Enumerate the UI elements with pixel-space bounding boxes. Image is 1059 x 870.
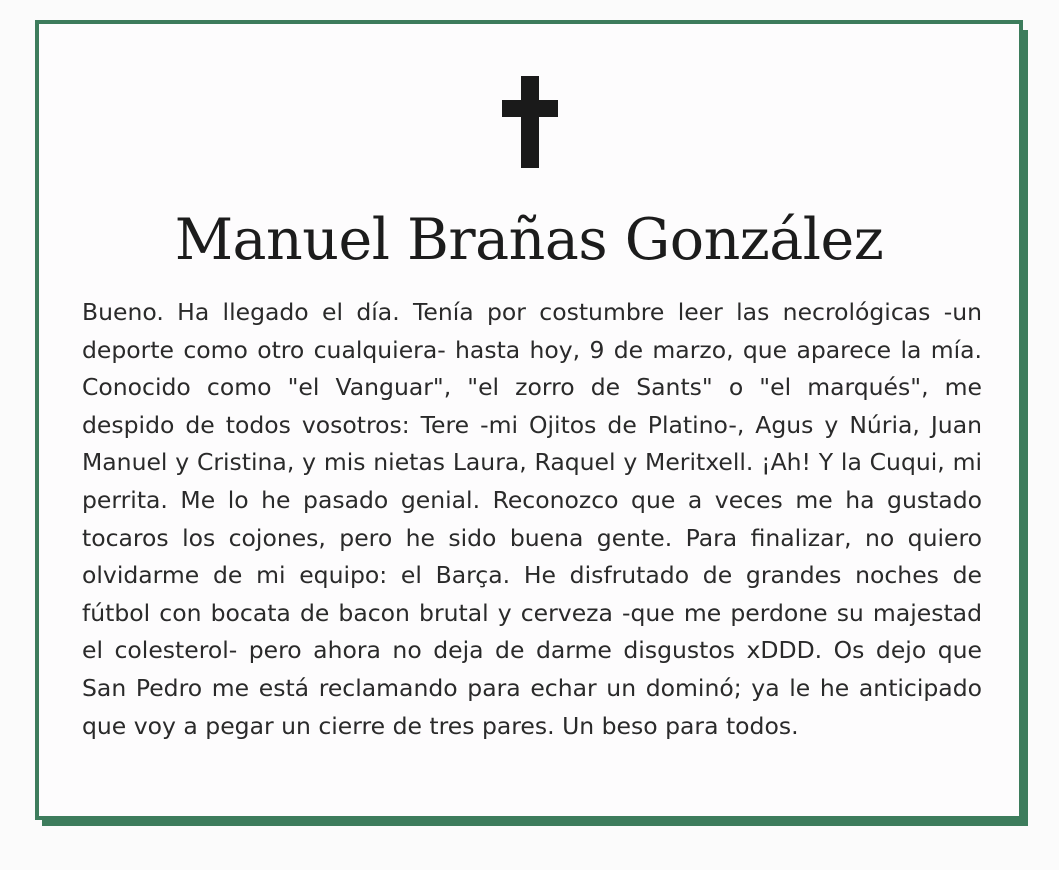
obituary-card xyxy=(35,20,1023,820)
deceased-name: Manuel Brañas González xyxy=(174,207,884,273)
obituary-text: Bueno. Ha llegado el día. Tenía por costumbre leer las necrológicas -un deporte como otro cualquiera- hasta hoy, 9 de marzo, que aparece la mía. Conocido como "el Vanguar", "el zorro de Sants" o "el marqués", me despido de todos vosotros: Tere -mi Ojitos de Platino-, Agus y Núria, Juan Manuel y Cristina, y mis nietas Laura, Raquel y Meritxell. ¡Ah! Y la Cuqui, mi perrita. Me lo he pasado genial. Reconozco que a veces me ha gustado tocaros los cojones, pero he sido buena gente. Para finalizar, no quiero olvidarme de mi equipo: el Barça. He disfrutado de grandes noches de fútbol con bocata de bacon brutal y cerveza -que me perdone su majestad el colesterol- pero ahora no deja de darme disgustos xDDD. Os dejo que San Pedro me está reclamando para echar un dominó; ya le he anticipado que voy a pegar un cierre de tres pares. Un beso para todos. xyxy=(82,298,982,740)
latin-cross-icon xyxy=(502,76,558,168)
